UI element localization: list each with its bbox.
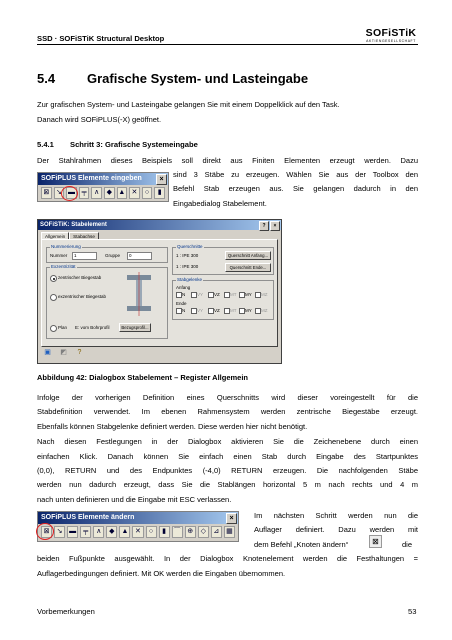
running-header: SSD · SOFiSTiK Structural Desktop [37, 34, 165, 43]
hinge-start-label: Anfang [176, 285, 191, 290]
hinge-end-my: MY [245, 308, 252, 313]
section-title: Grafische System- und Lasteingabe [87, 71, 309, 86]
column-icon[interactable]: ▮ [159, 526, 170, 538]
hinge-start-vy: VY [197, 292, 204, 297]
help-button[interactable]: ? [259, 221, 269, 231]
undo-icon[interactable]: ◩ [60, 349, 67, 356]
hinge-end-mz: MZ [261, 308, 268, 313]
toolbar2-title-text: SOFiPLUS Elemente ändern [41, 514, 135, 521]
close-icon[interactable]: × [226, 513, 237, 524]
toolbar2-icons [38, 524, 238, 540]
hinge-start-mt: MT [230, 292, 237, 297]
group-eccentricity [46, 264, 168, 339]
ibeam-section-icon [119, 272, 159, 316]
para1-line-2: sind 3 Stäbe zu erzeugen. Wählen Sie aus der Toolbox den [173, 170, 418, 179]
para2-line-1: Infolge der vorherigen Definition eines Querschnitts wird dieser voreingestellt für die [37, 393, 418, 402]
circle-icon[interactable]: ○ [142, 187, 153, 199]
para2-line-3: Ebenfalls können Stabgelenke definiert werden. Diese werden hier nicht benötigt. [37, 422, 308, 431]
arrow-icon[interactable]: ↘ [54, 187, 65, 199]
tab-allgemein[interactable]: Allgemein [41, 232, 69, 240]
para4-line-4: beiden Fußpunkte ausgewählt. In der Dialogbox Knotenelement werden die Festhaltungen = [37, 554, 418, 563]
para1-line-1: Der Stahlrahmen dieses Beispiels soll direkt aus Finiten Elementen erzeugt werden. Dazu [37, 156, 418, 165]
toolbar1-title [38, 173, 168, 185]
cable-icon[interactable]: ∧ [91, 187, 102, 199]
page-number: 53 [408, 607, 417, 616]
edit-node-icon[interactable]: ⊠ [41, 526, 52, 538]
tab-stabachse[interactable]: Stabachse [69, 232, 99, 240]
dialog-close-button[interactable]: × [270, 221, 280, 231]
radio-zentrisch-label: zentrischer Biegestab [58, 275, 102, 280]
group-hinges [172, 277, 274, 320]
para4-line-1: Im nächsten Schritt werden nun die [254, 511, 418, 520]
hinge-start-vz: VZ [214, 292, 220, 297]
section-number: 5.4 [37, 71, 56, 86]
cs-end-button[interactable]: Querschnitt Ende... [225, 263, 271, 272]
label-gruppe: Gruppe [105, 253, 121, 258]
para3-line-5: nach unten definieren und die Eingabe mit ESC verlassen. [37, 495, 232, 504]
para1-line-4: Eingabedialog Stabelement. [173, 199, 267, 208]
group-crosssections [172, 244, 274, 275]
para3-line-1: Nach diesen Festlegungen in der Dialogbox aktivieren Sie die Zeichenebene durch einen [37, 437, 418, 446]
hinge-end-label: Ende [176, 301, 187, 306]
create-beam-icon[interactable]: ▬ [66, 187, 77, 199]
toolbar2-title [38, 512, 238, 524]
highlight-ring [36, 523, 54, 540]
hinge-start-n: N [182, 292, 186, 297]
para4-line-3-end: die [402, 540, 413, 549]
radio-exzentrisch[interactable] [50, 294, 57, 301]
sofistik-logo [364, 28, 418, 44]
ok-icon[interactable]: ▣ [44, 349, 51, 356]
spring-icon[interactable]: ◆ [104, 187, 115, 199]
hinge-end-vy: VY [197, 308, 204, 313]
hinge-end-n: N [182, 308, 186, 313]
subsection-number: 5.4.1 [37, 140, 54, 149]
toolbar1-icons [38, 185, 168, 201]
group-eccentricity-label: Exzentrizität [51, 264, 76, 269]
truss-icon[interactable]: ╤ [80, 526, 91, 538]
para3-line-3: (0,0), RETURN und des Endpunktes (-4,0) RETURN erzeugen. Die nachfolgenden Stäbe [37, 466, 418, 475]
arrow-icon[interactable]: ↘ [54, 526, 65, 538]
toolbar-elemente-eingeben [37, 172, 169, 202]
knoten-aendern-icon: ⊠ [369, 535, 382, 548]
truss-icon[interactable]: ╤ [79, 187, 90, 199]
footer-chapter: Vorbemerkungen [37, 607, 95, 616]
para3-line-2: einfachen Klick. Danach können Sie einfach einen Stab durch Eingabe des Startpunktes [37, 452, 418, 461]
dialog-stabelement [37, 219, 282, 364]
close-icon[interactable]: × [156, 174, 167, 185]
para3-line-4: werden nun dadurch erzeugt, dass Sie die Stablängen horizontal 5 m nach rechts und 4 m [37, 480, 418, 489]
column-icon[interactable]: ▮ [154, 187, 165, 199]
hinge-end-mt: MT [230, 308, 237, 313]
para1-line-3: Befehl Stab erzeugen aus. Sie gelangen dadurch in den [173, 184, 418, 193]
arc-icon[interactable]: ⌒ [172, 526, 183, 538]
nummer-field[interactable]: 1 [72, 252, 97, 260]
triangle-icon[interactable]: ⊿ [211, 526, 222, 538]
group-numbering-label: Nummerierung [51, 244, 81, 249]
radio-exzentrisch-label: exzentrischer Biegestab [58, 294, 107, 299]
gruppe-field[interactable]: 0 [127, 252, 152, 260]
hinge-end-vz: VZ [214, 308, 220, 313]
dialog-titlebar [38, 220, 281, 230]
para2-line-2: Stabdefinition verwendet. Im ebenen Rahmensystem werden zentrische Biegestäbe erzeugt. [37, 407, 418, 416]
para4-line-5: Auflagerbedingungen definiert. Mit OK werden die Eingaben übernommen. [37, 569, 286, 578]
help-icon[interactable]: ? [77, 349, 82, 356]
group-numbering [46, 244, 168, 263]
cable-icon[interactable]: ∧ [93, 526, 104, 538]
toolbar-elemente-aendern [37, 511, 239, 542]
logo-main-text: SOFiSTiK [365, 27, 417, 39]
para4-line-3: dem Befehl „Knoten ändern“ [254, 540, 349, 549]
toolbar1-title-text: SOFiPLUS Elemente eingeben [41, 175, 142, 182]
subsection-title: Schritt 3: Grafische Systemeingabe [70, 140, 198, 149]
highlight-ring [61, 186, 78, 201]
header-rule [37, 44, 418, 45]
area-icon[interactable]: ▲ [119, 526, 130, 538]
cs-start-value: 1 : IPE 300 [176, 253, 199, 258]
select-node-icon[interactable]: ⊠ [41, 187, 52, 199]
radio-plan[interactable] [50, 325, 57, 332]
radio-zentrisch[interactable] [50, 275, 57, 282]
logo-sub-text: AKTIENGESELLSCHAFT [366, 39, 416, 43]
node-icon[interactable]: ⊕ [185, 526, 196, 538]
dialog-footer-icons [43, 348, 84, 357]
hinge-start-my: MY [245, 292, 252, 297]
group-crosssections-label: Querschnitte [177, 244, 203, 249]
label-nummer: Nummer [50, 253, 68, 258]
para4-line-2: Auflager definiert. Dazu werden mit [254, 525, 418, 534]
hinge-start-mz: MZ [261, 292, 268, 297]
intro-paragraph [37, 98, 418, 127]
cs-end-value: 1 : IPE 300 [176, 264, 199, 269]
edit-beam-icon[interactable]: ▬ [67, 526, 78, 538]
radio-plan-label: Plan [58, 325, 68, 330]
bezugsprofil-button[interactable]: Bezugsprofil... [119, 323, 151, 332]
circle-icon[interactable]: ○ [146, 526, 157, 538]
intro-line-2: Danach wird SOFiPLUS(-X) geöffnet. [37, 114, 162, 124]
group-hinges-label: Stabgelenke [177, 277, 203, 282]
delete-icon[interactable]: ✕ [129, 187, 140, 199]
diamond-icon[interactable]: ◇ [198, 526, 209, 538]
intro-line-1: Zur grafischen System- und Lasteingabe gelangen Sie mit einem Doppelklick auf den Task. [37, 100, 340, 109]
grid-icon[interactable]: ▦ [224, 526, 235, 538]
area-icon[interactable]: ▲ [117, 187, 128, 199]
figure-caption: Abbildung 42: Dialogbox Stabelement – Register Allgemein [37, 373, 249, 382]
cs-start-button[interactable]: Querschnitt Anfang... [225, 251, 271, 260]
dialog-title: SOFiSTiK: Stabelement [40, 222, 107, 228]
delete-icon[interactable]: ✕ [132, 526, 143, 538]
spring-icon[interactable]: ◆ [106, 526, 117, 538]
tab-panel [41, 239, 278, 347]
plan-value: E: vom Bohrprofil [75, 325, 110, 330]
